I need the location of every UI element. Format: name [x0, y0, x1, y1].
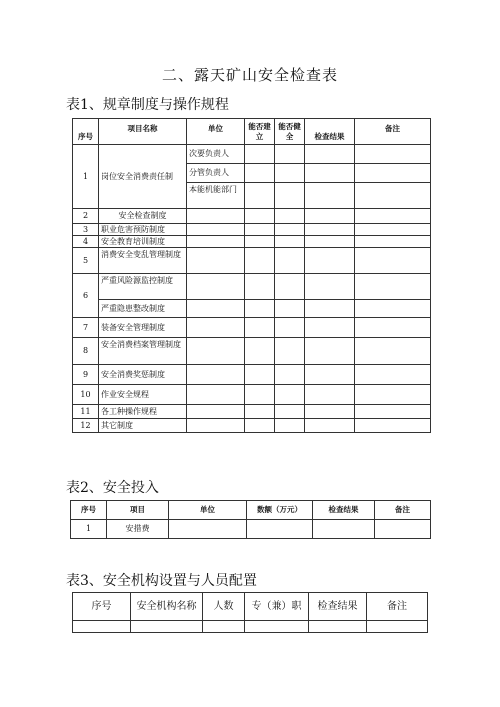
row-no: 6	[73, 274, 99, 318]
row-name: 装备安全管理制度	[99, 318, 187, 338]
safety-organization-table	[72, 592, 428, 633]
row-name: 各工种操作规程	[99, 405, 187, 419]
header-check-result: 检查结果	[313, 501, 375, 520]
row-no: 11	[73, 405, 99, 419]
safety-investment-table	[70, 500, 431, 539]
row-name: 严重隐患整改制度	[99, 300, 187, 318]
header-unit: 单位	[187, 119, 245, 145]
row-no: 7	[73, 318, 99, 338]
row-no: 2	[73, 209, 99, 224]
table2-caption: 表2、安全投入	[66, 480, 159, 496]
table-row	[73, 145, 431, 164]
row-no: 5	[73, 248, 99, 274]
table-row	[73, 621, 428, 633]
header-headcount: 人数	[203, 593, 245, 621]
header-item-name: 项目名称	[99, 119, 187, 145]
sub-unit: 分管负责人	[187, 164, 245, 183]
row-name: 安全消费奖惩制度	[99, 365, 187, 385]
table-row	[73, 236, 431, 248]
header-full-part-time: 专（兼）职	[245, 593, 309, 621]
header-remarks: 备注	[375, 501, 431, 520]
header-amount: 数额（万元）	[247, 501, 313, 520]
row-no: 3	[73, 224, 99, 236]
table-header-row	[71, 501, 431, 520]
row-name: 严重风险源监控制度	[99, 274, 187, 300]
table-row	[73, 338, 431, 365]
row-no: 9	[73, 365, 99, 385]
table-header-row	[73, 119, 431, 145]
header-remarks: 备注	[367, 593, 428, 621]
header-item: 项目	[107, 501, 169, 520]
table-row	[73, 248, 431, 274]
document-title: 二、露天矿山安全检查表	[161, 66, 338, 84]
table-row	[73, 419, 431, 433]
table-row	[73, 300, 431, 318]
table-row	[73, 224, 431, 236]
header-no: 序号	[71, 501, 107, 520]
header-remarks: 备注	[355, 119, 431, 145]
row-name: 安全检查制度	[99, 209, 187, 224]
row-name: 其它制度	[99, 419, 187, 433]
table-row	[73, 209, 431, 224]
header-check-result: 检查结果	[309, 593, 367, 621]
row-no: 4	[73, 236, 99, 248]
table-row	[73, 318, 431, 338]
table-row	[71, 520, 431, 539]
sub-unit: 次要负责人	[187, 145, 245, 164]
header-can-establish: 能否建立	[245, 119, 275, 145]
sub-unit: 本能机能部门	[187, 183, 245, 209]
row-name: 消费安全变乱管理制度	[99, 248, 187, 274]
table1-caption: 表1、规章制度与操作规程	[66, 97, 229, 113]
header-check-result: 检查结果	[305, 119, 355, 145]
header-org-name: 安全机构名称	[131, 593, 203, 621]
row-name: 安全消费档案管理制度	[99, 338, 187, 365]
row-no: 12	[73, 419, 99, 433]
regulations-table	[72, 118, 431, 433]
row-name: 作业安全规程	[99, 385, 187, 405]
table-header-row	[73, 593, 428, 621]
row-no: 1	[73, 145, 99, 209]
row-name: 安全教育培训制度	[99, 236, 187, 248]
table3-caption: 表3、安全机构设置与人员配置	[66, 573, 257, 589]
table-row	[73, 385, 431, 405]
row-name: 岗位安全消费责任制	[99, 145, 187, 209]
table-row	[73, 274, 431, 300]
row-name: 职业危害预防制度	[99, 224, 187, 236]
header-unit: 单位	[169, 501, 247, 520]
header-no: 序号	[73, 119, 99, 145]
row-item: 安措费	[107, 520, 169, 539]
table-row	[73, 405, 431, 419]
header-can-complete: 能否健全	[275, 119, 305, 145]
header-no: 序号	[73, 593, 131, 621]
row-no: 8	[73, 338, 99, 365]
row-no: 1	[71, 520, 107, 539]
table-row	[73, 365, 431, 385]
row-no: 10	[73, 385, 99, 405]
